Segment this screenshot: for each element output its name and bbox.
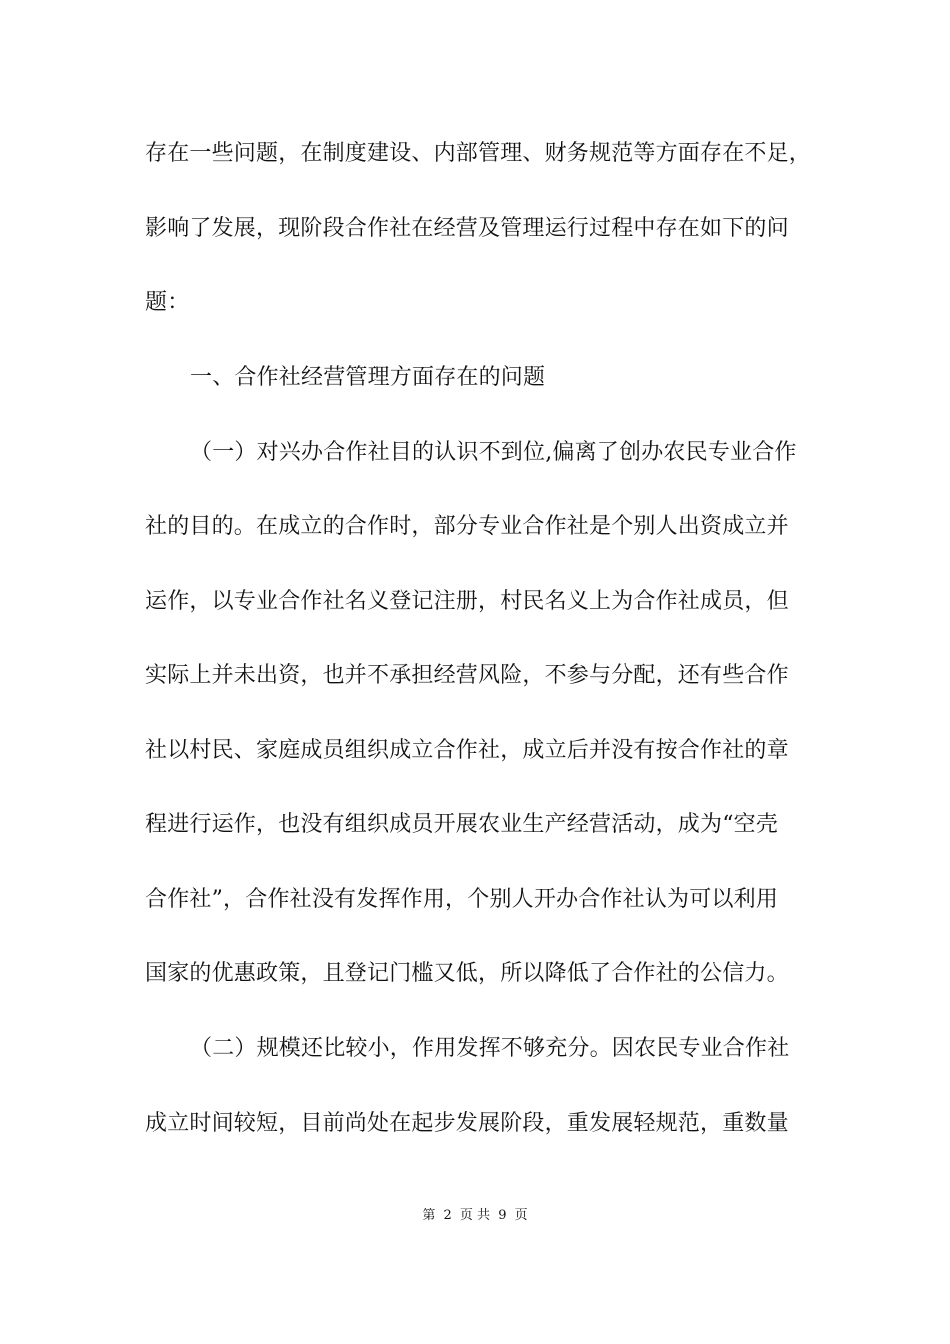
paragraph-line: 实际上并未出资，也并不承担经营风险，不参与分配，还有些合作 [145,663,789,688]
paragraph-line: 合作社”，合作社没有发挥作用，个别人开办合作社认为可以利用 [145,887,779,912]
paragraph-line: （二）规模还比较小，作用发挥不够充分。因农民专业合作社 [190,1036,790,1061]
paragraph-line: 题： [145,290,190,315]
paragraph-line: （一）对兴办合作社目的认识不到位,偏离了创办农民专业合作 [190,440,797,465]
total-pages: 9 [498,1208,507,1223]
footer-middle: 页 共 [459,1208,491,1223]
footer-suffix: 页 [514,1208,528,1223]
footer-prefix: 第 [422,1208,436,1223]
page-number: 2 [443,1208,452,1223]
paragraph-line: 成立时间较短，目前尚处在起步发展阶段，重发展轻规范，重数量 [145,1111,789,1136]
paragraph-line: 影响了发展，现阶段合作社在经营及管理运行过程中存在如下的问 [145,216,789,241]
paragraph-line: 程进行运作，也没有组织成员开展农业生产经营活动，成为“空壳 [145,812,779,837]
paragraph-line: 社的目的。在成立的合作时，部分专业合作社是个别人出资成立并 [145,514,789,539]
paragraph-line: 社以村民、家庭成员组织成立合作社，成立后并没有按合作社的章 [145,738,789,763]
paragraph-line: 存在一些问题，在制度建设、内部管理、财务规范等方面存在不足， [145,141,812,166]
paragraph-line: 国家的优惠政策，且登记门槛又低，所以降低了合作社的公信力。 [145,961,789,986]
section-heading: 一、合作社经营管理方面存在的问题 [190,365,546,390]
page-footer [0,1207,950,1225]
paragraph-line: 运作，以专业合作社名义登记注册，村民名义上为合作社成员，但 [145,589,789,614]
